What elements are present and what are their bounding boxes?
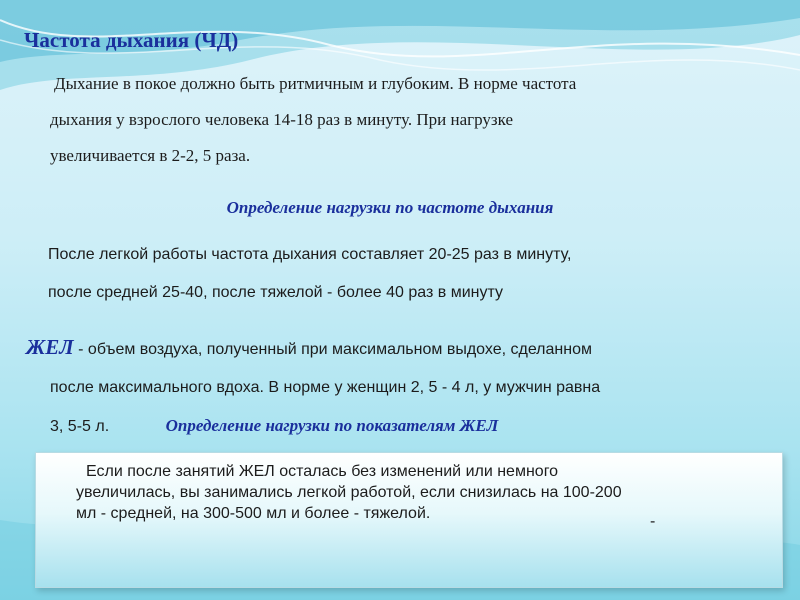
paragraph-load-breathing [48, 236, 768, 312]
box-line-3: мл - средней, на 300-500 мл и более - тяжелой. [76, 505, 431, 522]
conclusion-text [76, 461, 758, 524]
box-line-1: Если после занятий ЖЕЛ осталась без изменений или немного [86, 463, 559, 480]
subheading-zhel-load: Определение нагрузки по показателям ЖЕЛ [165, 416, 499, 435]
p1-line-2: дыхания у взрослого человека 14-18 раз в минуту. При нагрузке [50, 110, 514, 129]
p1-line-1: Дыхание в покое должно быть ритмичным и глубоким. В норме частота [54, 74, 577, 93]
conclusion-box [35, 452, 783, 588]
zhel-line-1-text: - объем воздуха, полученный при максимальном выдохе, сделанном [73, 341, 592, 358]
paragraph-breathing-rate [50, 66, 755, 174]
p1-line-3: увеличивается в 2-2, 5 раза. [50, 146, 251, 165]
zhel-line-2: после максимального вдоха. В норме у женщин 2, 5 - 4 л, у мужчин равна [50, 379, 601, 396]
zhel-line-3 [26, 407, 786, 446]
slide-title: Частота дыхания (ЧД) [24, 28, 239, 52]
zhel-term: ЖЕЛ [26, 335, 74, 359]
subheading-breathing-load: Определение нагрузки по частоте дыхания [226, 198, 554, 217]
p2-line-2: после средней 25-40, после тяжелой - более 40 раз в минуту [48, 284, 503, 301]
box-dash: - [650, 513, 656, 530]
zhel-line-1 [26, 328, 786, 369]
box-line-2: увеличилась, вы занимались легкой работой, если снизилась на 100-200 [76, 484, 622, 501]
p2-line-1: После легкой работы частота дыхания составляет 20-25 раз в минуту, [48, 246, 572, 263]
zhel-line-3-text: 3, 5-5 л. [50, 418, 110, 435]
paragraph-zhel [26, 328, 786, 446]
